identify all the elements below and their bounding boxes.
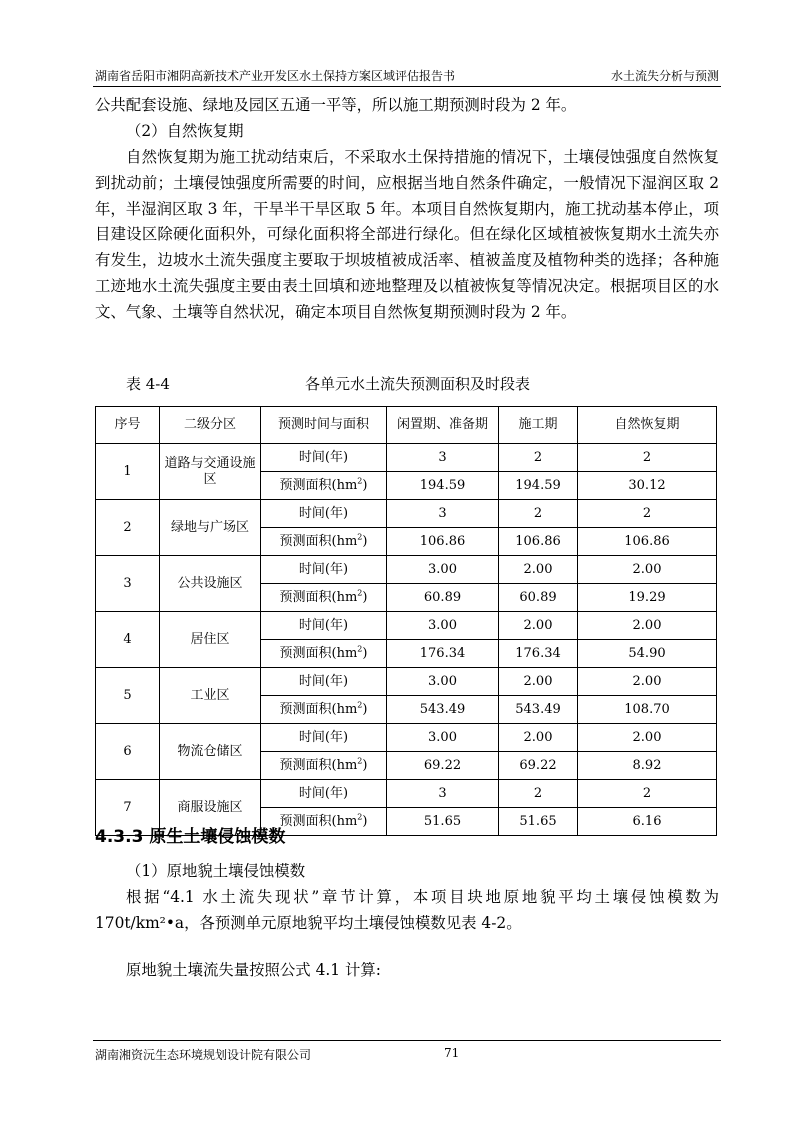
area-idle: 176.34 [387, 640, 499, 668]
area-idle: 194.59 [387, 472, 499, 500]
metric-label-area: 预测面积$(hm^2)$ [261, 696, 387, 724]
zone-name: 工业区 [160, 668, 261, 724]
zone-name: 居住区 [160, 612, 261, 668]
area-recovery: 108.70 [578, 696, 717, 724]
metric-label-area: 预测面积$(hm^2)$ [261, 584, 387, 612]
area-construction: 543.49 [499, 696, 578, 724]
time-recovery: 2 [578, 500, 717, 528]
time-idle: 3.00 [387, 668, 499, 696]
zone-name: 商服设施区 [160, 780, 261, 836]
time-construction: 2.00 [499, 556, 578, 584]
table-row [96, 780, 717, 808]
time-construction: 2.00 [499, 612, 578, 640]
metric-label-area: 预测面积$(hm^2)$ [261, 472, 387, 500]
row-number: 7 [96, 780, 160, 836]
time-idle: 3 [387, 500, 499, 528]
footer-rule [93, 1040, 721, 1041]
row-number: 5 [96, 668, 160, 724]
area-recovery: 8.92 [578, 752, 717, 780]
metric-label-area: 预测面积$(hm^2)$ [261, 808, 387, 836]
header-cell-idle-period: 闲置期、准备期 [387, 407, 499, 444]
area-construction: 51.65 [499, 808, 578, 836]
time-construction: 2 [499, 444, 578, 472]
row-number: 2 [96, 500, 160, 556]
area-construction: 69.22 [499, 752, 578, 780]
area-idle: 69.22 [387, 752, 499, 780]
metric-label-area: 预测面积$(hm^2)$ [261, 528, 387, 556]
metric-label-time: 时间(年) [261, 724, 387, 752]
table-row [96, 724, 717, 752]
table-row [96, 444, 717, 472]
time-construction: 2.00 [499, 724, 578, 752]
paragraph-construction-period: 公共配套设施、绿地及园区五通一平等，所以施工期预测时段为 2 年。 [95, 96, 577, 114]
time-recovery: 2 [578, 780, 717, 808]
metric-label-time: 时间(年) [261, 556, 387, 584]
time-idle: 3.00 [387, 724, 499, 752]
header-title: 湖南省岳阳市湘阴高新技术产业开发区水土保持方案区域评估报告书 [95, 69, 456, 83]
header-cell-construction-period: 施工期 [499, 407, 578, 444]
zone-name: 公共设施区 [160, 556, 261, 612]
header-rule [93, 86, 721, 87]
header-cell-zone: 二级分区 [160, 407, 261, 444]
time-construction: 2 [499, 500, 578, 528]
paragraph-erosion-modulus: 根据“4.1 水土流失现状”章节计算，本项目块地原地貌平均土壤侵蚀模数为 170t/km²•a，各预测单元原地貌平均土壤侵蚀模数见表 4-2。 [95, 888, 719, 932]
row-number: 4 [96, 612, 160, 668]
table-header-row [96, 407, 717, 444]
area-construction: 60.89 [499, 584, 578, 612]
metric-label-area: 预测面积$(hm^2)$ [261, 752, 387, 780]
area-construction: 106.86 [499, 528, 578, 556]
area-construction: 176.34 [499, 640, 578, 668]
area-recovery: 6.16 [578, 808, 717, 836]
table-row [96, 612, 717, 640]
table-row [96, 668, 717, 696]
time-recovery: 2.00 [578, 724, 717, 752]
row-number: 3 [96, 556, 160, 612]
table-row [96, 500, 717, 528]
area-recovery: 30.12 [578, 472, 717, 500]
zone-name: 绿地与广场区 [160, 500, 261, 556]
time-recovery: 2.00 [578, 612, 717, 640]
table-row [96, 556, 717, 584]
page-number: 71 [444, 1046, 460, 1060]
metric-label-time: 时间(年) [261, 780, 387, 808]
section-heading: 4.3.3 原生土壤侵蚀模数 [95, 827, 286, 847]
area-idle: 60.89 [387, 584, 499, 612]
time-idle: 3.00 [387, 612, 499, 640]
metric-label-time: 时间(年) [261, 612, 387, 640]
metric-label-area: 预测面积$(hm^2)$ [261, 640, 387, 668]
paragraph-natural-recovery: 自然恢复期为施工扰动结束后，不采取水土保持措施的情况下，土壤侵蚀强度自然恢复到扰动前；土壤侵蚀强度所需要的时间，应根据当地自然条件确定，一般情况下湿润区取 2 年，半湿润区取 3 年，干旱半干旱区取 5 年。本项目自然恢复期内，施工扰动基本停止，项目建设区除硬化面积外，可绿化面积将全部进行绿化。但在绿化区域植被恢复期水土流失亦有发生，边坡水土流失强度主要取于坝坡植被成活率、植被盖度及植物种类的选择；各种施工迹地水土流失强度主要由表土回填和迹地整理及以植被恢复等情况决定。根据项目区的水文、气象、土壤等自然状况，确定本项目自然恢复期预测时段为 2 年。 [95, 148, 719, 321]
header-cell-recovery-period: 自然恢复期 [578, 407, 717, 444]
header-cell-no: 序号 [96, 407, 160, 444]
zone-name: 物流仓储区 [160, 724, 261, 780]
paragraph-formula-reference: 原地貌土壤流失量按照公式 4.1 计算: [126, 961, 381, 979]
table-caption-title: 各单元水土流失预测面积及时段表 [305, 375, 531, 393]
row-number: 1 [96, 444, 160, 500]
time-idle: 3 [387, 444, 499, 472]
time-idle: 3 [387, 780, 499, 808]
time-idle: 3.00 [387, 556, 499, 584]
header-cell-metric: 预测时间与面积 [261, 407, 387, 444]
time-recovery: 2.00 [578, 556, 717, 584]
time-recovery: 2.00 [578, 668, 717, 696]
metric-label-time: 时间(年) [261, 500, 387, 528]
area-idle: 106.86 [387, 528, 499, 556]
time-construction: 2.00 [499, 668, 578, 696]
area-idle: 543.49 [387, 696, 499, 724]
row-number: 6 [96, 724, 160, 780]
zone-name: 道路与交通设施区 [160, 444, 261, 500]
area-construction: 194.59 [499, 472, 578, 500]
metric-label-time: 时间(年) [261, 668, 387, 696]
area-recovery: 54.90 [578, 640, 717, 668]
area-recovery: 19.29 [578, 584, 717, 612]
header-chapter: 水土流失分析与预测 [610, 69, 719, 83]
metric-label-time: 时间(年) [261, 444, 387, 472]
area-recovery: 106.86 [578, 528, 717, 556]
area-idle: 51.65 [387, 808, 499, 836]
subheading-natural-recovery: （2）自然恢复期 [126, 122, 244, 140]
time-recovery: 2 [578, 444, 717, 472]
subheading-original-landform: （1）原地貌土壤侵蚀模数 [126, 862, 306, 880]
table-caption-number: 表 4-4 [126, 375, 170, 393]
forecast-table [95, 406, 717, 836]
footer-organization: 湖南湘资沅生态环境规划设计院有限公司 [95, 1048, 312, 1062]
time-construction: 2 [499, 780, 578, 808]
